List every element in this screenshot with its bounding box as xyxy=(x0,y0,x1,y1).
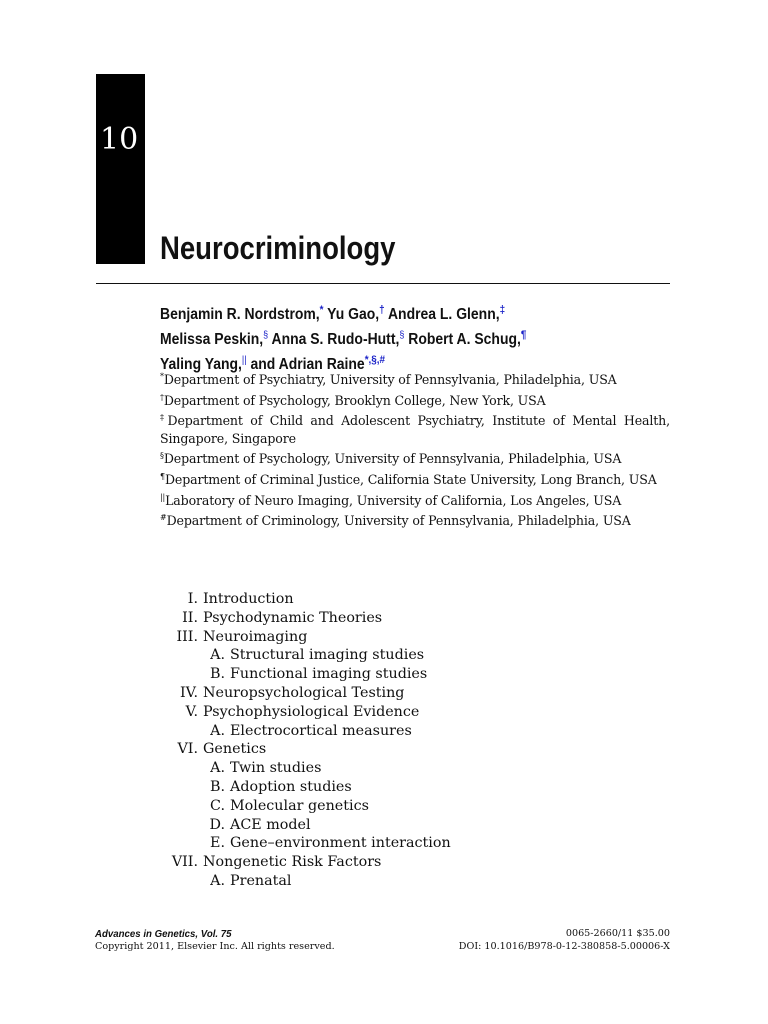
author-line xyxy=(160,325,628,350)
affiliation-mark: † xyxy=(160,392,164,402)
toc-entry-label: Electrocortical measures xyxy=(230,722,412,739)
affiliation-text: Department of Psychology, University of Pennsylvania, Philadelphia, USA xyxy=(163,451,622,467)
toc-entry-label: Molecular genetics xyxy=(230,797,369,814)
affiliation-mark: ‡ xyxy=(160,413,168,423)
toc-entry[interactable] xyxy=(150,740,570,759)
doi-link[interactable]: DOI: 10.1016/B978-0-12-380858-5.00006-X xyxy=(458,941,670,952)
affiliation xyxy=(160,489,670,510)
toc-entry-number: II. xyxy=(182,609,198,626)
footnote-mark[interactable]: † xyxy=(379,304,385,316)
toc-entry-number: VII. xyxy=(171,854,198,871)
toc-entry[interactable] xyxy=(150,872,570,891)
author-name: Yaling Yang, xyxy=(160,356,242,373)
toc-entry-label: Adoption studies xyxy=(230,778,352,795)
footnote-mark[interactable]: *,§,# xyxy=(364,354,386,366)
author-name: Benjamin R. Nordstrom, xyxy=(160,306,320,323)
toc-entry-number: C. xyxy=(210,797,225,814)
affiliation xyxy=(160,389,670,410)
toc-entry-number: I. xyxy=(187,591,198,607)
affiliation-text: Department of Criminology, University of Pennsylvania, Philadelphia, USA xyxy=(166,513,631,529)
toc-entry[interactable] xyxy=(150,665,570,684)
affiliation-mark: # xyxy=(160,513,167,523)
chapter-number: 10 xyxy=(100,122,139,157)
affiliation-list xyxy=(160,368,670,530)
footnote-mark[interactable]: ‡ xyxy=(499,304,506,316)
toc-entry[interactable] xyxy=(150,628,570,647)
toc-entry-label: Gene–environment interaction xyxy=(230,835,451,852)
toc-entry[interactable] xyxy=(150,703,570,722)
author-name: and Adrian Raine xyxy=(246,356,365,373)
affiliation xyxy=(160,509,670,530)
affiliation xyxy=(160,368,670,389)
toc-entry-label: Twin studies xyxy=(230,760,322,777)
toc-entry-label: Introduction xyxy=(203,591,294,607)
toc-entry-label: Neuropsychological Testing xyxy=(203,684,405,701)
author-list xyxy=(160,300,680,375)
toc-entry-label: Psychodynamic Theories xyxy=(203,609,383,626)
journal-citation: Advances in Genetics, Vol. 75 xyxy=(95,928,232,940)
toc-entry[interactable] xyxy=(150,759,570,778)
toc-entry[interactable] xyxy=(150,722,570,741)
footnote-mark[interactable]: || xyxy=(241,355,247,366)
toc-entry-number: A. xyxy=(210,647,225,664)
toc-entry-number: A. xyxy=(210,872,225,889)
toc-entry[interactable] xyxy=(150,590,570,609)
toc-entry[interactable] xyxy=(150,797,570,816)
chapter-number-block xyxy=(96,74,145,264)
toc-entry[interactable] xyxy=(150,609,570,628)
affiliation-text: Laboratory of Neuro Imaging, University of California, Los Angeles, USA xyxy=(165,492,622,508)
affiliation-text: Department of Psychology, Brooklyn College, New York, USA xyxy=(163,392,546,408)
author-line xyxy=(160,300,628,325)
copyright-notice: Copyright 2011, Elsevier Inc. All rights reserved. xyxy=(95,941,335,952)
toc-entry[interactable] xyxy=(150,646,570,665)
price-code: 0065-2660/11 $35.00 xyxy=(565,928,670,939)
footnote-mark[interactable]: § xyxy=(399,330,405,341)
toc-entry[interactable] xyxy=(150,834,570,853)
affiliation-mark: § xyxy=(160,451,164,461)
author-name: Andrea L. Glenn, xyxy=(384,306,500,323)
toc-entry-label: Structural imaging studies xyxy=(230,647,425,664)
toc-entry[interactable] xyxy=(150,778,570,797)
toc-entry-number: VI. xyxy=(177,741,198,758)
affiliation xyxy=(160,468,670,489)
affiliation-mark: ¶ xyxy=(160,471,165,481)
affiliation xyxy=(160,409,670,447)
affiliation-text: Department of Criminal Justice, California State University, Long Branch, USA xyxy=(164,471,657,487)
toc-entry-label: Genetics xyxy=(203,741,267,758)
footnote-mark[interactable]: * xyxy=(319,304,324,316)
toc-entry[interactable] xyxy=(150,684,570,703)
table-of-contents xyxy=(150,590,570,891)
author-name: Robert A. Schug, xyxy=(404,331,521,348)
affiliation-text: Department of Psychiatry, University of Pennsylvania, Philadelphia, USA xyxy=(163,372,617,387)
author-name: Melissa Peskin, xyxy=(160,331,264,348)
affiliation xyxy=(160,447,670,468)
affiliation-mark: || xyxy=(160,492,166,502)
toc-entry-number: B. xyxy=(209,666,225,683)
toc-entry[interactable] xyxy=(150,853,570,872)
toc-entry-number: D. xyxy=(209,816,225,833)
author-name: Anna S. Rudo-Hutt, xyxy=(268,331,400,348)
toc-entry-number: B. xyxy=(209,778,225,795)
toc-entry-label: Functional imaging studies xyxy=(230,666,428,683)
toc-entry-number: A. xyxy=(210,722,225,739)
toc-entry[interactable] xyxy=(150,816,570,835)
toc-entry-number: E. xyxy=(210,835,225,852)
toc-entry-label: ACE model xyxy=(230,816,311,833)
toc-entry-label: Nongenetic Risk Factors xyxy=(203,854,382,871)
affiliation-text: Department of Child and Adolescent Psychiatry, Institute of Mental Health, Singapore, Singapore xyxy=(160,413,670,446)
chapter-title: Neurocriminology xyxy=(160,230,396,266)
footnote-mark[interactable]: ¶ xyxy=(520,329,527,341)
author-name: Yu Gao, xyxy=(323,306,380,323)
title-rule xyxy=(96,283,670,284)
toc-entry-label: Neuroimaging xyxy=(203,628,308,645)
toc-entry-number: III. xyxy=(176,628,198,645)
toc-entry-number: A. xyxy=(210,760,225,777)
toc-entry-label: Psychophysiological Evidence xyxy=(203,703,420,720)
footnote-mark[interactable]: § xyxy=(263,330,269,341)
toc-entry-label: Prenatal xyxy=(230,872,292,889)
affiliation-mark: * xyxy=(160,372,164,381)
toc-entry-number: V. xyxy=(185,703,198,720)
toc-entry-number: IV. xyxy=(179,684,198,701)
